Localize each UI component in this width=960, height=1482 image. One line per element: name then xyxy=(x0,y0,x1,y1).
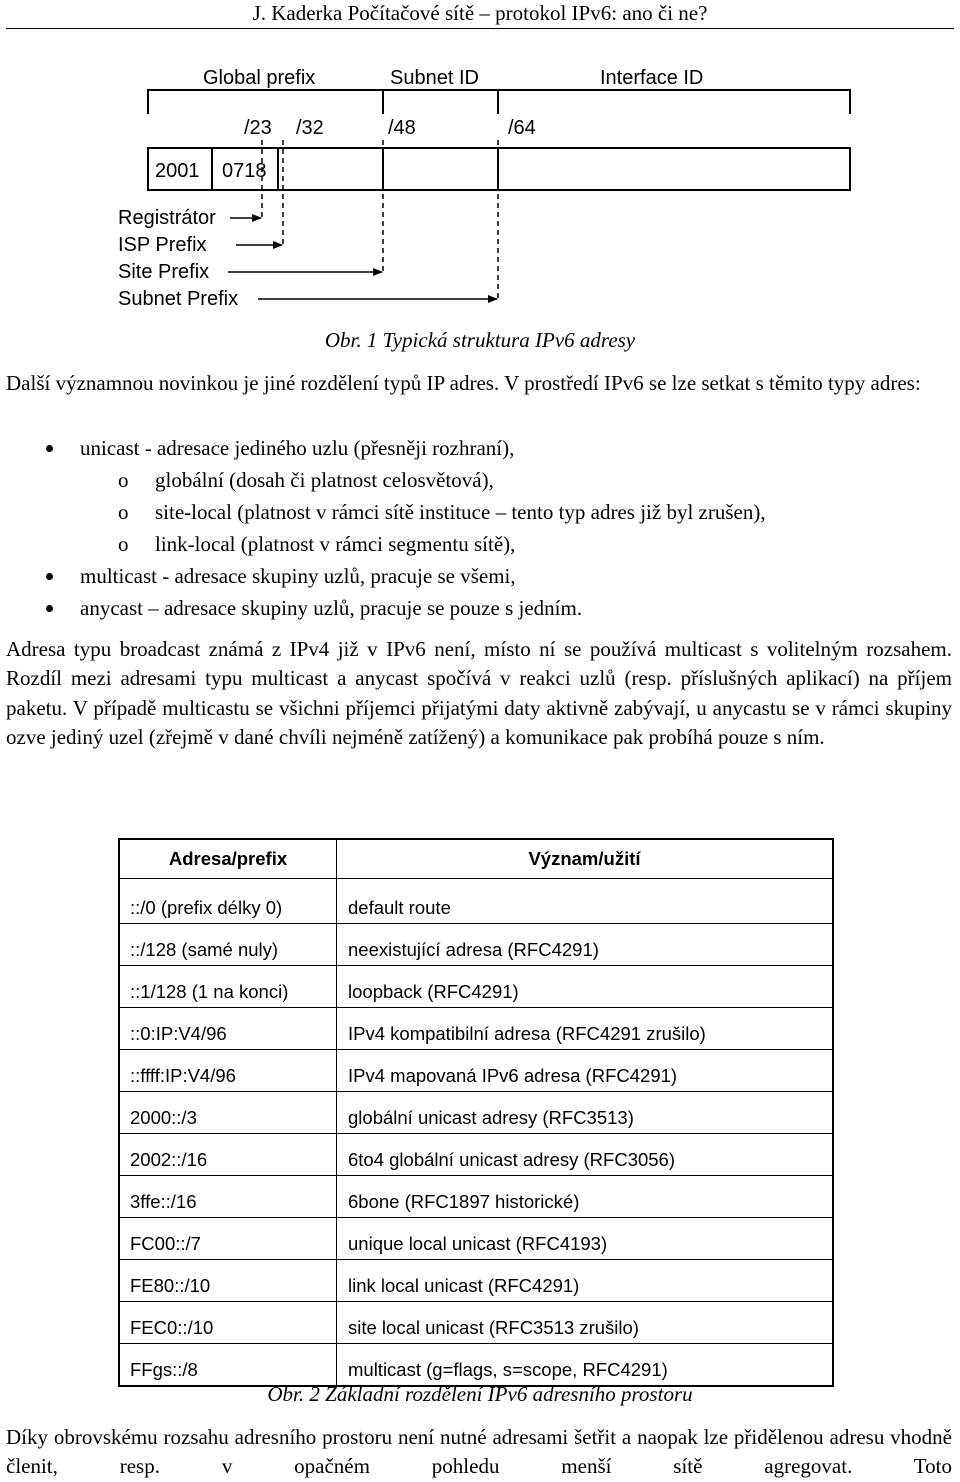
list-item-text: globální (dosah či platnost celosvětová), xyxy=(155,468,494,492)
sub-bullet: o xyxy=(118,532,129,556)
table-row xyxy=(119,924,833,966)
table-row xyxy=(119,1050,833,1092)
header-rule xyxy=(6,28,954,29)
list-item xyxy=(6,528,952,560)
bracket-subnet-id xyxy=(383,90,498,114)
list-item xyxy=(6,560,952,592)
hier-registrator: Registrátor xyxy=(118,207,216,229)
table-cell-meaning: 6to4 globální unicast adresy (RFC3056) xyxy=(337,1134,834,1176)
table-cell-meaning: default route xyxy=(337,879,834,924)
table-cell-prefix: ::/0 (prefix délky 0) xyxy=(119,879,337,924)
table-cell-meaning: 6bone (RFC1897 historické) xyxy=(337,1176,834,1218)
table-row xyxy=(119,1344,833,1387)
aggregation-paragraph: Díky obrovskému rozsahu adresního prostoru není nutné adresami šetřit a naopak lze přidělenou adresu vhodně členit, resp. v opačném pohledu menší sítě agregovat. Toto xyxy=(6,1425,952,1479)
table-cell-meaning: multicast (g=flags, s=scope, RFC4291) xyxy=(337,1344,834,1387)
table-cell-prefix: 2000::/3 xyxy=(119,1092,337,1134)
list-item-text: link-local (platnost v rámci segmentu sítě), xyxy=(155,532,516,556)
table-cell-meaning: loopback (RFC4291) xyxy=(337,966,834,1008)
list-item-text: site-local (platnost v rámci sítě instituce – tento typ adres již byl zrušen), xyxy=(155,500,766,524)
list-item xyxy=(6,496,952,528)
table-cell-prefix: FC00::/7 xyxy=(119,1218,337,1260)
page-header: J. Kaderka Počítačové sítě – protokol IPv6: ano či ne? xyxy=(252,1,708,25)
table-cell-meaning: link local unicast (RFC4291) xyxy=(337,1260,834,1302)
table-cell-meaning: neexistující adresa (RFC4291) xyxy=(337,924,834,966)
table-row xyxy=(119,1134,833,1176)
address-type-list xyxy=(6,432,952,624)
table-row xyxy=(119,966,833,1008)
list-item-text: multicast - adresace skupiny uzlů, pracuje se všemi, xyxy=(80,564,516,588)
hier-subnet-prefix: Subnet Prefix xyxy=(118,288,239,310)
bracket-interface-id xyxy=(498,90,850,114)
list-item-text: anycast – adresace skupiny uzlů, pracuje se pouze s jedním. xyxy=(80,596,583,620)
label-interface-id: Interface ID xyxy=(600,67,704,89)
marker-32: /32 xyxy=(296,117,324,139)
sub-bullet: o xyxy=(118,468,129,492)
ipv6-structure-figure xyxy=(0,40,960,330)
table-cell-prefix: ::ffff:IP:V4/96 xyxy=(119,1050,337,1092)
figure-caption-1: Obr. 1 Typická struktura IPv6 adresy xyxy=(324,328,636,352)
list-item xyxy=(6,464,952,496)
table-header-meaning: Význam/užití xyxy=(337,839,834,879)
table-row xyxy=(119,879,833,924)
table-cell-meaning: IPv4 kompatibilní adresa (RFC4291 zrušilo) xyxy=(337,1008,834,1050)
marker-23: /23 xyxy=(244,117,272,139)
table-cell-meaning: unique local unicast (RFC4193) xyxy=(337,1218,834,1260)
table-row xyxy=(119,1176,833,1218)
table-row xyxy=(119,1302,833,1344)
address-prefix-table xyxy=(118,838,834,1387)
sub-bullet: o xyxy=(118,500,129,524)
table-cell-prefix: ::0:IP:V4/96 xyxy=(119,1008,337,1050)
table-cell-prefix: ::/128 (samé nuly) xyxy=(119,924,337,966)
marker-64: /64 xyxy=(508,117,536,139)
list-item xyxy=(6,592,952,624)
table-header-address: Adresa/prefix xyxy=(119,839,337,879)
figure-caption-2: Obr. 2 Základní rozdělení IPv6 adresního prostoru xyxy=(267,1382,693,1406)
table-cell-meaning: IPv4 mapovaná IPv6 adresa (RFC4291) xyxy=(337,1050,834,1092)
table-cell-meaning: globální unicast adresy (RFC3513) xyxy=(337,1092,834,1134)
table-row xyxy=(119,1260,833,1302)
table-cell-meaning: site local unicast (RFC3513 zrušilo) xyxy=(337,1302,834,1344)
table-cell-prefix: ::1/128 (1 na konci) xyxy=(119,966,337,1008)
table-cell-prefix: 3ffe::/16 xyxy=(119,1176,337,1218)
table-header-row xyxy=(119,839,833,879)
label-global-prefix: Global prefix xyxy=(203,67,316,89)
table-cell-prefix: FE80::/10 xyxy=(119,1260,337,1302)
label-subnet-id: Subnet ID xyxy=(390,67,479,89)
prefix-2001: 2001 xyxy=(155,160,200,182)
bullet-dot xyxy=(46,445,53,452)
table-row xyxy=(119,1092,833,1134)
bullet-dot xyxy=(46,605,53,612)
table-row xyxy=(119,1218,833,1260)
marker-48: /48 xyxy=(388,117,416,139)
table-cell-prefix: FEC0::/10 xyxy=(119,1302,337,1344)
bullet-dot xyxy=(46,573,53,580)
hier-site-prefix: Site Prefix xyxy=(118,261,210,283)
list-item xyxy=(6,432,952,464)
table-cell-prefix: FFgs::/8 xyxy=(119,1344,337,1387)
hier-isp-prefix: ISP Prefix xyxy=(118,234,207,256)
list-item-text: unicast - adresace jediného uzlu (přesněji rozhraní), xyxy=(80,436,515,460)
broadcast-paragraph: Adresa typu broadcast známá z IPv4 již v IPv6 není, místo ní se používá multicast s volitelným rozsahem. Rozdíl mezi adresami typu multicast a anycast spočívá v reakci uzlů (resp. příslušných aplikací) na příjem paketu. V případě multicastu se všichni příjemci přijatými daty aktivně zabývají, u anycastu se v rámci skupiny ozve jediný uzel (zřejmě v dané chvíli nejméně zatížený) a komunikace pak probíhá pouze s ním. xyxy=(6,637,952,749)
prefix-0718: 0718 xyxy=(222,160,267,182)
table-row xyxy=(119,1008,833,1050)
table-cell-prefix: 2002::/16 xyxy=(119,1134,337,1176)
intro-paragraph: Další významnou novinkou je jiné rozdělení typů IP adres. V prostředí IPv6 se lze setkat s těmito typy adres: xyxy=(6,371,921,395)
bracket-global-prefix xyxy=(148,90,383,114)
